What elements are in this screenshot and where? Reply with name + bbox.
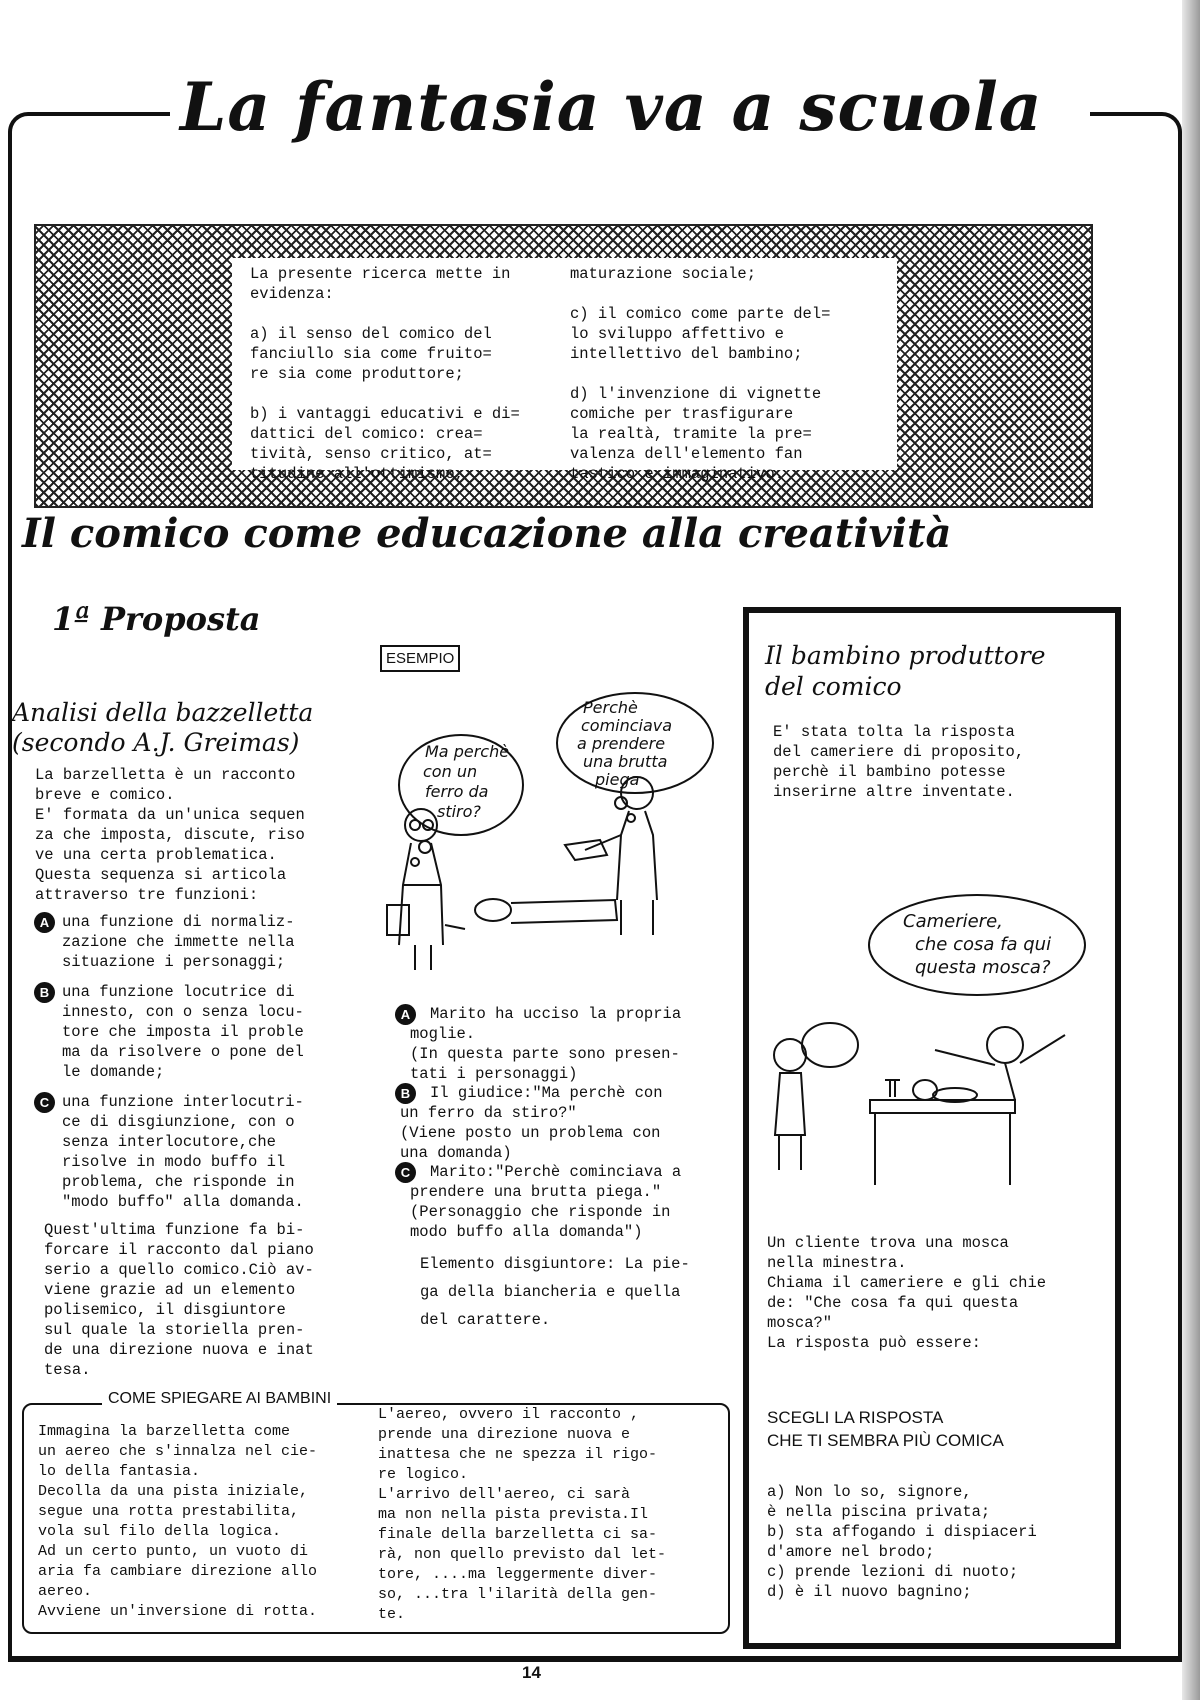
wife-head (475, 899, 511, 921)
marker-a: A (34, 912, 55, 933)
intro-right-text: maturazione sociale; c) il comico come parte del= lo sviluppo affettivo e intellettivo del bambino; d) l'invenzione di vignette comiche per trasfigurare la realtà, tramite la pre= valenza dell'elemento fan tastico e immaginativo. (570, 265, 831, 483)
bubble-left-line: ferro da (425, 782, 489, 801)
sidebar-title: Il bambino produttore del comico (765, 641, 1046, 701)
customer-bubble-line: questa mosca? (915, 957, 1051, 978)
example-marker-c: C (395, 1162, 416, 1183)
customer-bubble-line: Cameriere, (903, 911, 1003, 932)
bubble-left-line: stiro? (437, 802, 481, 821)
bubble-right-line: piega (595, 770, 640, 789)
marker-b: B (34, 982, 55, 1003)
example-marker-a: A (395, 1004, 416, 1025)
example-item-a: Marito ha ucciso la propria moglie. (In questa parte sono presen- tati i personaggi) (410, 1005, 682, 1083)
judge-book (387, 905, 409, 935)
proposal-title: 1ª Proposta (52, 600, 261, 638)
analysis-title: Analisi della bazzelletta (secondo A.J. Greimas) (12, 698, 314, 757)
disjunct-element: Elemento disgiuntore: La pie- ga della biancheria e quella del carattere. (420, 1255, 690, 1329)
intro-box (232, 258, 897, 483)
waiter-thought-bubble (802, 1023, 858, 1067)
table (870, 1100, 1015, 1185)
glass-icon (885, 1080, 900, 1097)
example-item-b: Il giudice:"Ma perchè con un ferro da stiro?" (Viene posto un problema con una domanda) (400, 1084, 663, 1162)
bubble-right-line: cominciava (581, 716, 673, 735)
scan-edge (1182, 0, 1200, 1700)
customer-head (987, 1027, 1023, 1063)
marker-c: C (34, 1092, 55, 1113)
waiter-head (774, 1039, 806, 1071)
explain-left-text: Immagina la barzelletta come un aereo che s'innalza nel cie- lo della fantasia. Decolla da una pista iniziale, segue una rotta prestabilita, vola sul filo della logica. Ad un certo punto, un vuoto di aria fa cambiare direzione allo aereo. Avviene un'inversione di rotta. (38, 1423, 318, 1620)
bubble-right-line: una brutta (583, 752, 668, 771)
section-title: Il comico come educazione alla creatività (22, 510, 952, 557)
example-illustration (385, 685, 740, 985)
analysis-conclusion: Quest'ultima funzione fa bi- forcare il racconto dal piano serio a quello comico.Ciò av- viene grazie ad un elemento polisemico, il disgiuntore sul quale la storiella pren- de una direzione nuova e inat tesa. (44, 1221, 314, 1379)
waiter-illustration (765, 885, 1095, 1195)
explain-right-text: L'aereo, ovvero il racconto , prende una direzione nuova e inattesa che ne spezza il rigo- re logico. L'arrivo dell'aereo, ci sarà ma non nella pista prevista.Il finale della barzelletta ci sa- rà, non quello previsto dal let- tore, ....ma leggermente diver- so, ...tra l'ilarità della gen- te. (378, 1406, 667, 1623)
customer-bubble-line: che cosa fa qui (915, 934, 1052, 955)
bubble-left-line: Ma perchè (425, 742, 510, 761)
bubble-right-line: Perchè (583, 698, 638, 717)
function-a-text: una funzione di normaliz- zazione che immette nella situazione i personaggi; (62, 913, 295, 971)
example-marker-b: B (395, 1083, 416, 1104)
page-number: 14 (522, 1663, 541, 1682)
sidebar-note: E' stata tolta la risposta del cameriere di proposito, perchè il bambino potesse inserirne altre inventate. (773, 723, 1025, 801)
choose-answer-prompt: SCEGLI LA RISPOSTA CHE TI SEMBRA PIÙ COMICA (767, 1408, 1004, 1450)
answer-options: a) Non lo so, signore, è nella piscina privata; b) sta affogando i dispiaceri d'amore nel brodo; c) prende lezioni di nuoto; d) è il nuovo bagnino; (767, 1483, 1037, 1601)
explain-label: COME SPIEGARE AI BAMBINI (102, 1390, 337, 1408)
intro-left-text: La presente ricerca mette in evidenza: a) il senso del comico del fanciullo sia come fruito= re sia come produttore; b) i vantaggi educativi e di= dattici del comico: crea= tività, senso critico, at= titudine all'ottimismo, (250, 265, 520, 483)
function-c-text: una funzione interlocutri- ce di disgiunzione, con o senza interlocutore,che risolve in modo buffo il problema, che risponde in "modo buffo" alla domanda. (62, 1093, 304, 1211)
example-label: ESEMPIO (380, 645, 460, 672)
analysis-intro: La barzelletta è un racconto breve e comico. E' formata da un'unica sequen za che imposta, discute, riso ve una certa problematica. Questa sequenza si articola attraverso tre funzioni: (35, 766, 305, 904)
example-item-c: Marito:"Perchè cominciava a prendere una brutta piega." (Personaggio che risponde in modo buffo alla domanda") (410, 1163, 682, 1241)
bubble-left-line: con un (423, 762, 478, 781)
sidebar-story: Un cliente trova una mosca nella minestra. Chiama il cameriere e gli chie de: "Che cosa fa qui questa mosca?" La risposta può essere: (767, 1234, 1047, 1352)
function-b-text: una funzione locutrice di innesto, con o senza locu- tore che imposta il proble ma da risolvere o pone del le domande; (62, 983, 304, 1081)
page-title: La fantasia va a scuola (180, 68, 1043, 146)
bubble-right-line: a prendere (577, 734, 666, 753)
